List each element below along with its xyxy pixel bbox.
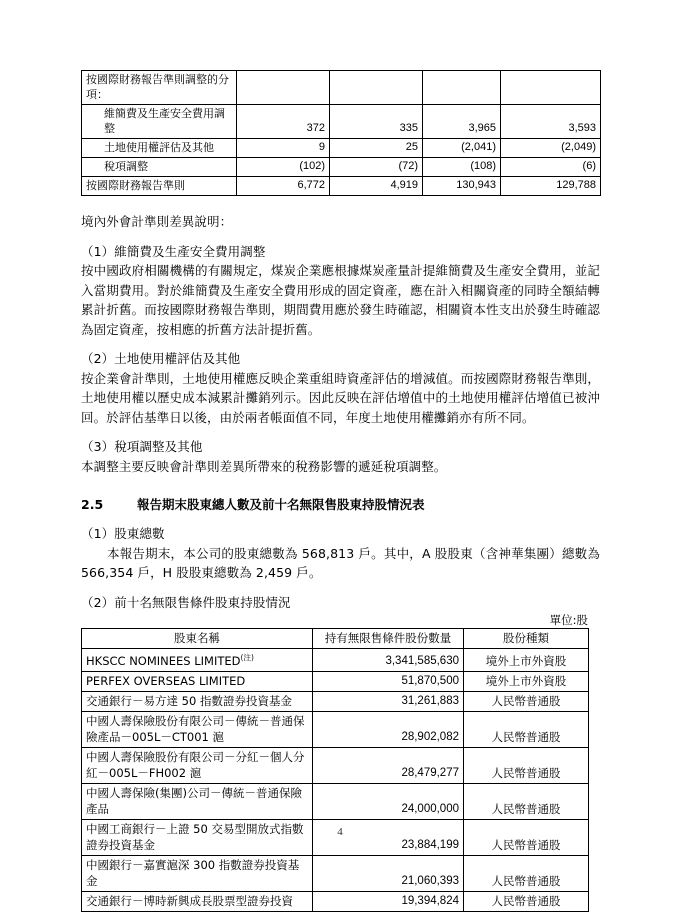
page-content: [81, 70, 600, 912]
shareholder-name: 中國人壽保險股份有限公司－傳統－普通保險產品－005L－CT001 滬: [82, 711, 313, 747]
share-kind: 人民幣普通股: [464, 691, 589, 711]
share-kind: 人民幣普通股: [464, 747, 589, 783]
share-kind: 人民幣普通股: [464, 783, 589, 819]
shareholder-quantity: 28,902,082: [313, 711, 464, 747]
row-value: (108): [423, 158, 501, 177]
shareholder-quantity: 21,060,393: [313, 855, 464, 891]
table-row: [82, 747, 589, 783]
reconciliation-table-body: [82, 71, 601, 196]
column-header-name: 股東名稱: [82, 629, 313, 649]
row-label: 維簡費及生產安全費用調整: [82, 105, 237, 139]
shareholder-name: 中國工商銀行－上證 50 交易型開放式指數證券投資基金: [82, 819, 313, 855]
spacer: [81, 476, 600, 495]
row-value: 6,772: [237, 177, 330, 196]
unit-label: 單位:股: [549, 613, 588, 627]
item1-title: （1）維簡費及生產安全費用調整: [81, 243, 266, 259]
row-value: (72): [330, 158, 423, 177]
spacer: [81, 583, 600, 593]
item3-text: 本調整主要反映會計準則差異所帶來的稅務影響的遞延稅項調整。: [81, 458, 447, 474]
row-value: 130,943: [423, 177, 501, 196]
row-value: [501, 71, 601, 105]
spacer: [81, 339, 600, 349]
item2-text: 按企業會計準則，土地使用權應反映企業重組時資產評估的增減值。而按國際財務報告準則，土地使用權以歷史成本減累計攤銷列示。因此反映在評估增值中的土地使用權評估增值已被沖回。於評估基準日以後，由於兩者帳面值不同，年度土地使用權攤銷亦有所不同。: [81, 370, 600, 425]
table-row: [82, 691, 589, 711]
row-value: [423, 71, 501, 105]
intro-text: 境內外會計準則差異說明：: [81, 214, 233, 229]
table-row: [82, 158, 601, 177]
section-heading: [81, 495, 600, 514]
shareholder-name: 中國人壽保險股份有限公司－分紅－個人分紅－005L－FH002 滬: [82, 747, 313, 783]
row-value: 372: [237, 105, 330, 139]
item1-text: 按中國政府相關機構的有關規定，煤炭企業應根據煤炭產量計提維簡費及生產安全費用，並記入當期費用。對於維簡費及生產安全費用形成的固定資產，應在計入相關資產的同時全額結轉累計折舊。而按國際財務報告準則，期間費用應於發生時確認，相關資本性支出於發生時確認為固定資產，按相應的折舊方法計提折舊。: [81, 263, 600, 337]
shareholder-quantity: 23,884,199: [313, 819, 464, 855]
shareholder-name: 中國人壽保險(集團)公司－傳統－普通保險產品: [82, 783, 313, 819]
share-kind: 人民幣普通股: [464, 891, 589, 911]
row-value: 9: [237, 139, 330, 158]
subsection-2-title: （2）前十名無限售條件股東持股情況: [81, 594, 291, 610]
page-title: 報告期末股東總人數及前十名無限售股東持股情況表: [137, 497, 425, 512]
spacer: [81, 196, 600, 212]
table-row: [82, 649, 589, 672]
shareholder-quantity: 51,870,500: [313, 671, 464, 691]
spacer: [81, 514, 600, 524]
shareholder-name: 交通銀行－易方達 50 指數證券投資基金: [82, 691, 313, 711]
spacer: [81, 427, 600, 437]
shareholder-name: PERFEX OVERSEAS LIMITED: [82, 671, 313, 691]
shareholder-name: 中國銀行－嘉實滬深 300 指數證券投資基金: [82, 855, 313, 891]
row-value: (2,041): [423, 139, 501, 158]
table-row: [82, 177, 601, 196]
row-value: 3,593: [501, 105, 601, 139]
row-label: 稅項調整: [82, 158, 237, 177]
row-value: (102): [237, 158, 330, 177]
column-header-kind: 股份種類: [464, 629, 589, 649]
shareholder-quantity: 28,479,277: [313, 747, 464, 783]
column-header-quantity: 持有無限售條件股份數量: [313, 629, 464, 649]
shareholder-name-text: HKSCC NOMINEES LIMITED: [86, 653, 241, 668]
subsection-1-title: （1）股東總數: [81, 526, 165, 541]
shareholder-quantity: 3,341,585,630: [313, 649, 464, 672]
share-kind: 人民幣普通股: [464, 819, 589, 855]
shareholder-quantity: 31,261,883: [313, 691, 464, 711]
row-value: 25: [330, 139, 423, 158]
item2-title: （2）土地使用權評估及其他: [81, 351, 241, 366]
table-header-row: [82, 629, 589, 649]
table-row: [82, 783, 589, 819]
table-row: [82, 855, 589, 891]
share-kind: 人民幣普通股: [464, 711, 589, 747]
row-label: 土地使用權評估及其他: [82, 139, 237, 158]
top-shareholders-table: [81, 628, 589, 912]
row-value: 335: [330, 105, 423, 139]
table-row: [82, 105, 601, 139]
shareholder-quantity: 24,000,000: [313, 783, 464, 819]
row-value: (2,049): [501, 139, 601, 158]
table-row: [82, 671, 589, 691]
page-number: 4: [337, 826, 343, 838]
row-value: [330, 71, 423, 105]
share-kind: 境外上市外資股: [464, 671, 589, 691]
row-value: 129,788: [501, 177, 601, 196]
section-number: 2.5: [81, 497, 104, 512]
table-row: [82, 891, 589, 911]
row-label: 按國際財務報告準則調整的分項：: [82, 71, 237, 105]
row-value: (6): [501, 158, 601, 177]
row-value: [237, 71, 330, 105]
top-shareholders-table-head: [82, 629, 589, 649]
row-value: 4,919: [330, 177, 423, 196]
shareholder-quantity: 19,394,824: [313, 891, 464, 911]
table-row: [82, 711, 589, 747]
footnote-marker: (注): [240, 653, 254, 662]
item3-title: （3）稅項調整及其他: [81, 439, 203, 454]
spacer: [81, 232, 600, 242]
reconciliation-table: [81, 70, 601, 196]
share-kind: 境外上市外資股: [464, 649, 589, 672]
row-label: 按國際財務報告準則: [82, 177, 237, 196]
table-row: [82, 71, 601, 105]
shareholder-name: 交通銀行－博時新興成長股票型證券投資: [82, 891, 313, 911]
row-value: 3,965: [423, 105, 501, 139]
shareholder-name: [82, 649, 313, 672]
top-shareholders-table-body: [82, 649, 589, 912]
table-row: [82, 139, 601, 158]
subsection-1-text: 本報告期末，本公司的股東總數為 568,813 戶。其中，A 股股東（含神華集團）總數為 566,354 戶，H 股股東總數為 2,459 戶。: [81, 545, 600, 580]
share-kind: 人民幣普通股: [464, 855, 589, 891]
